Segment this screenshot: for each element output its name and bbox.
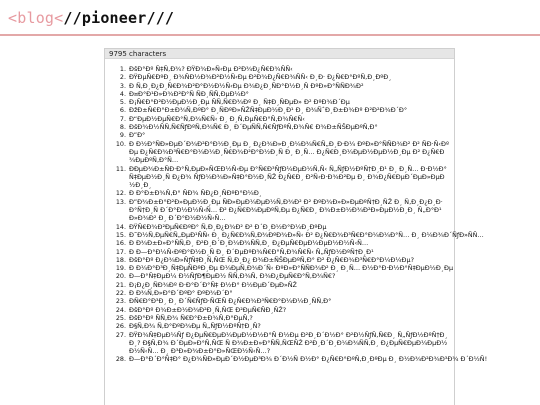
list-item-number: 26. [115, 322, 126, 331]
list-item [115, 90, 450, 98]
list-item-text: ÐÑ€Ð°Ð³Ð¸ Ð¸ Ð´Ñ€ÑƒÐ·ÑŒÑ Ð¿Ñ€Ð¾Ð³Ñ€Ð°Ð¼Ð¼Ð¸ÑÑ‚Ð° [129, 297, 332, 306]
list-item-text: Ð Ð°Ð±Ð¾Ñ‚Ð° ÑÐ¾ ÑÐ¿Ð¸ÑÐºÐ°Ð¼Ð¸ [129, 189, 262, 198]
list-item [115, 198, 450, 223]
list-item-number: 6. [119, 106, 126, 115]
list-item [115, 189, 450, 197]
site-header [0, 0, 540, 36]
list-item [115, 165, 450, 190]
list-item-number: 16. [115, 239, 126, 248]
list-item [115, 106, 450, 114]
list-item-text: Ð“ÐµÐ½ÐµÑ€Ð°Ñ‚Ð¾Ñ€Ñ‹ Ð¸ Ð¸Ñ‚ÐµÑ€Ð°Ñ‚Ð¾Ñ€Ñ‹ [129, 114, 305, 123]
char-count: 9795 characters [105, 49, 454, 59]
logo-prefix: <blog< [8, 9, 64, 27]
list-item-text: ÐŸÐµÑ€ÐºÐ¸ Ð¾ÑÐ½Ð¾Ð²Ð½Ñ‹Ðµ Ð²Ð¾Ð¿Ñ€Ð¾ÑÑ‹ Ð¸Ð· Ð¿Ñ€Ð°ÐºÑ‚Ð¸ÐºÐ¸ [129, 73, 392, 82]
list-item-text: ÐšÐ°Ðº Ñ‡Ñ‚Ð¾? ÐŸÐ¾Ð»Ñ‹Ðµ Ð²Ð¾Ð¿Ñ€Ð¾ÑÑ‹ [129, 65, 293, 73]
list-item-text: Ð˜Ð½Ñ‚ÐµÑ€Ñ„ÐµÐ¹ÑÑ‹ Ð¸ Ð¿Ñ€Ð¾Ñ‚Ð¾ÐºÐ¾Ð»Ñ‹ Ð² Ð¿Ñ€Ð¾Ð³Ñ€Ð°Ð¼Ð¼Ð°Ñ… Ð¸ Ð¼Ð¾Ð´ÑƒÐ»ÑÑ… [129, 230, 484, 239]
list-item-text: Ð—Ð°Ñ‡ÐµÐ¼ Ð½ÑƒÐ¶ÐµÐ½ ÑÑ‚Ð¾Ñ‚ Ð¾Ð¿ÐµÑ€Ð°Ñ‚Ð¾Ñ€? [129, 272, 336, 281]
list-item [115, 239, 450, 247]
list-item [115, 230, 484, 239]
list-item-number: 25. [115, 313, 126, 322]
list-item-text: ÐšÐ°Ðº Ð¾Ð±Ð½Ð¾Ð²Ð¸Ñ‚ÑŒ Ð²ÐµÑ€ÑÐ¸ÑŽ? [129, 305, 287, 314]
list-item-text: Ð¤Ð°Ð¹Ð»Ð¾Ð²Ð°Ñ ÑÐ¸ÑÑ‚ÐµÐ¼Ð° [129, 89, 249, 98]
list-item-number: 18. [115, 255, 126, 264]
list-item-number: 28. [115, 355, 126, 364]
list-item-text: Ð Ð¼Ð°Ð³Ð¸Ñ‡ÐµÑÐºÐ¸Ðµ Ð¼ÐµÑ‚Ð¾Ð´Ñ‹ ÐºÐ»Ð°ÑÑÐ¾Ð² Ð¸ Ð¸Ñ… Ð½Ð°Ð·Ð½Ð°Ñ‡ÐµÐ½Ð¸Ðµ [129, 264, 454, 273]
list-item-number: 19. [115, 264, 126, 273]
list-item [115, 223, 450, 231]
list-item [115, 131, 450, 139]
list-item-number: 15. [115, 230, 126, 239]
list-item-text: Ð Ð—Ð°Ð¼Ñ‹ÐºÐ°Ð½Ð¸Ñ Ð¸ Ð´ÐµÐºÐ¾Ñ€Ð°Ñ‚Ð¾Ñ€Ñ‹ Ñ„ÑƒÐ½ÐºÑ†Ð¸Ð¹ [129, 247, 374, 256]
list-item-text: ÐšÐ¾Ð½ÑÑ‚Ñ€ÑƒÐºÑ‚Ð¾Ñ€ Ð¸ Ð´ÐµÑÑ‚Ñ€ÑƒÐºÑ‚Ð¾Ñ€ Ð¾Ð±ÑŠÐµÐºÑ‚Ð° [129, 123, 378, 132]
list-item-number: 10. [115, 139, 126, 148]
list-item-text: Ð Ð¾Ð±Ð»Ð°ÑÑ‚Ð¸ Ð²Ð¸Ð´Ð¸Ð¼Ð¾ÑÑ‚Ð¸ Ð¿ÐµÑ€ÐµÐ¼ÐµÐ½Ð½Ñ‹Ñ… [129, 239, 369, 248]
list-item [115, 123, 450, 131]
list-item-number: 2. [119, 73, 126, 82]
list-item [115, 73, 450, 81]
list-item [115, 140, 450, 165]
list-item-text: Ð¡Ð¿Ð¸ÑÐ¾Ðº Ð·Ð°Ð´Ð°Ñ‡ Ð½Ð° Ð½ÐµÐ´ÐµÐ»ÑŽ [129, 280, 297, 289]
list-item-number: 1. [119, 65, 126, 73]
list-item [115, 281, 450, 289]
list-item-number: 27. [115, 330, 126, 339]
list-item [115, 115, 450, 123]
list-item-number: 11. [115, 164, 126, 173]
list-item-number: 4. [119, 89, 126, 98]
site-logo[interactable] [8, 9, 174, 27]
list-item [115, 248, 450, 256]
list-item-text: Ð Ð¾Ñ‚Ð»Ð°Ð´ÐºÐ° ÐºÐ¾Ð´Ð° [129, 289, 233, 298]
list-item-text: Ð—Ð°Ð´Ð°Ñ‡Ð° Ð¿Ð¾ÑÐ»ÐµÐ´Ð½ÐµÐ³Ð¾ Ð´Ð½Ñ Ð½Ð° Ð¿Ñ€Ð°ÐºÑ‚Ð¸ÐºÐµ Ð¸ Ð½Ð¾Ð²Ð¾Ð³Ð¾ Ð´Ð½Ñ! [129, 355, 488, 364]
list-item [115, 306, 450, 314]
list-item-text: Ð Ñ‚Ð¸Ð¿Ð¸Ñ€Ð¾Ð²Ð°Ð½Ð½Ñ‹Ðµ Ð¾Ð¿Ð¸ÑÐ°Ð½Ð¸Ñ ÐºÐ»Ð°ÑÑÐ¾Ð² [129, 81, 364, 90]
list-item-number: 24. [115, 305, 126, 314]
list-item-number: 13. [115, 197, 126, 206]
list-item-text: ÐŸÐ¾Ñ‡ÐµÐ¼Ñƒ Ð¿ÐµÑ€ÐµÐ¼ÐµÐ½Ð½Ð°Ñ Ð½Ðµ Ð²Ð¸Ð´Ð½Ð° Ð²Ð½ÑƒÑ‚Ñ€Ð¸ Ñ„ÑƒÐ½ÐºÑ†Ð¸Ð¸? Ð§Ñ‚Ð¾ Ð´ÐµÐ»Ð°Ñ‚ÑŒ Ñ Ð¾Ð±Ð»Ð°ÑÑ‚ÑŒÑŽ Ð²Ð¸Ð´Ð¸Ð¼Ð¾ÑÑ‚Ð¸ Ð¿ÐµÑ€ÐµÐ¼ÐµÐ½Ð½Ñ‹Ñ… Ð¸ Ð³Ð»Ð¾Ð±Ð°Ð»ÑŒÐ½Ñ‹Ñ…? [129, 330, 448, 356]
list-item-number: 3. [119, 81, 126, 90]
list-item [115, 331, 450, 356]
list-item [115, 82, 450, 90]
list-item-text: ÐžÐ±Ñ€Ð°Ð±Ð¾Ñ‚ÐºÐ° Ð¸ÑÐºÐ»ÑŽÑ‡ÐµÐ½Ð¸Ð¹ Ð¸ Ð¾ÑˆÐ¸Ð±Ð¾Ðº Ð²Ð²Ð¾Ð´Ð° [129, 106, 408, 115]
list-item-number: 21. [115, 280, 126, 289]
logo-title: //pioneer/// [63, 9, 175, 27]
list-item-text: Ð”Ð¾Ð±Ð°Ð²Ð»ÐµÐ½Ð¸Ðµ ÑÐ»ÐµÐ¼ÐµÐ½Ñ‚Ð¾Ð² Ð² ÐºÐ¾Ð»Ð»ÐµÐºÑ†Ð¸ÑŽ Ð¸ Ñ‚Ð¸Ð¿Ð¸Ð·Ð°Ñ†Ð¸Ñ Ð´Ð°Ð½Ð½Ñ‹Ñ… Ð² Ð¿Ñ€Ð¾ÐµÐºÑ‚Ðµ Ð¿Ñ€Ð¸ Ð¾Ð±Ð½Ð¾Ð²Ð»ÐµÐ½Ð¸Ð¸ Ñ„Ð°Ð¹Ð»Ð¾Ð² Ð¸ Ð´Ð°Ð½Ð½Ñ‹Ñ… [129, 197, 443, 223]
list-item-text: ÐÐµÐ¾Ð±ÑÐ·Ð°Ñ‚ÐµÐ»ÑŒÐ½Ñ‹Ðµ Ð°Ñ€Ð³ÑƒÐ¼ÐµÐ½Ñ‚Ñ‹ Ñ„ÑƒÐ½ÐºÑ†Ð¸Ð¹ Ð¸ Ð¸Ñ… Ð·Ð½Ð°Ñ‡ÐµÐ½Ð¸Ñ Ð¿Ð¾ ÑƒÐ¼Ð¾Ð»Ñ‡Ð°Ð½Ð¸ÑŽ Ð¿Ñ€Ð¸ Ð²Ñ‹Ð·Ð¾Ð²Ðµ Ð¸ Ð¾Ð¿Ñ€ÐµÐ´ÐµÐ»ÐµÐ½Ð¸Ð¸ [129, 164, 447, 190]
list-item-number: 20. [115, 272, 126, 281]
list-item-text: ÐŸÑ€Ð¾Ð²ÐµÑ€ÐºÐ° Ñ‚Ð¸Ð¿Ð¾Ð² Ð² Ð´Ð¸Ð½Ð°Ð¼Ð¸ÐºÐµ [129, 222, 327, 231]
list-item [115, 355, 488, 364]
list-item-text: Ð Ð½Ð°ÑÐ»ÐµÐ´Ð¾Ð²Ð°Ð½Ð¸Ðµ Ð¸ Ð¿Ð¾Ð»Ð¸Ð¼Ð¾Ñ€Ñ„Ð¸Ð·Ð¼ ÐºÐ»Ð°ÑÑÐ¾Ð² Ð² ÑÐ·Ñ‹ÐºÐµ Ð¿Ñ€Ð¾Ð³Ñ€Ð°Ð¼Ð¼Ð¸Ñ€Ð¾Ð²Ð°Ð½Ð¸Ñ Ð¸ Ð¸Ñ… Ð¿Ñ€Ð¸Ð¼ÐµÐ½ÐµÐ½Ð¸Ðµ Ð² Ð¿Ñ€Ð¾ÐµÐºÑ‚Ð°Ñ… [129, 139, 449, 165]
list-item-text: Ð¡Ñ€Ð°Ð²Ð½ÐµÐ½Ð¸Ðµ ÑÑ‚Ñ€Ð¾Ðº Ð¸ Ñ‡Ð¸ÑÐµÐ» Ð² ÐºÐ¾Ð´Ðµ [129, 98, 350, 107]
content-panel [104, 48, 488, 405]
list-item [115, 272, 450, 280]
list-item-text: ÐšÐ°Ðº ÑÑ‚Ð¾ Ñ€Ð°Ð±Ð¾Ñ‚Ð°ÐµÑ‚? [129, 313, 253, 322]
list-item-number: 7. [119, 114, 126, 123]
list-item-number: 5. [119, 98, 126, 107]
list-item [115, 314, 450, 322]
list-item-text: Ð§Ñ‚Ð¾ Ñ‚Ð°ÐºÐ¾Ðµ Ñ„ÑƒÐ½ÐºÑ†Ð¸Ñ? [129, 322, 261, 331]
list-item-number: 17. [115, 247, 126, 256]
list-item-number: 22. [115, 289, 126, 298]
list-item-number: 8. [119, 123, 126, 132]
list-item-number: 9. [119, 131, 126, 140]
line-list [105, 59, 488, 364]
list-item-text: ÐšÐ°Ðº Ð¿Ð¾Ð»ÑƒÑ‡Ð¸Ñ‚ÑŒ Ñ‚Ð¸Ð¿ Ð¾Ð±ÑŠÐµÐºÑ‚Ð° Ð² Ð¿Ñ€Ð¾Ð³Ñ€Ð°Ð¼Ð¼Ðµ? [129, 255, 414, 264]
list-item-text: Ð”Ð° [129, 131, 146, 140]
list-item-number: 23. [115, 297, 126, 306]
list-item-number: 14. [115, 222, 126, 231]
list-item [115, 322, 450, 330]
list-item [115, 297, 450, 305]
list-item-number: 12. [115, 189, 126, 198]
list-item [115, 256, 450, 264]
